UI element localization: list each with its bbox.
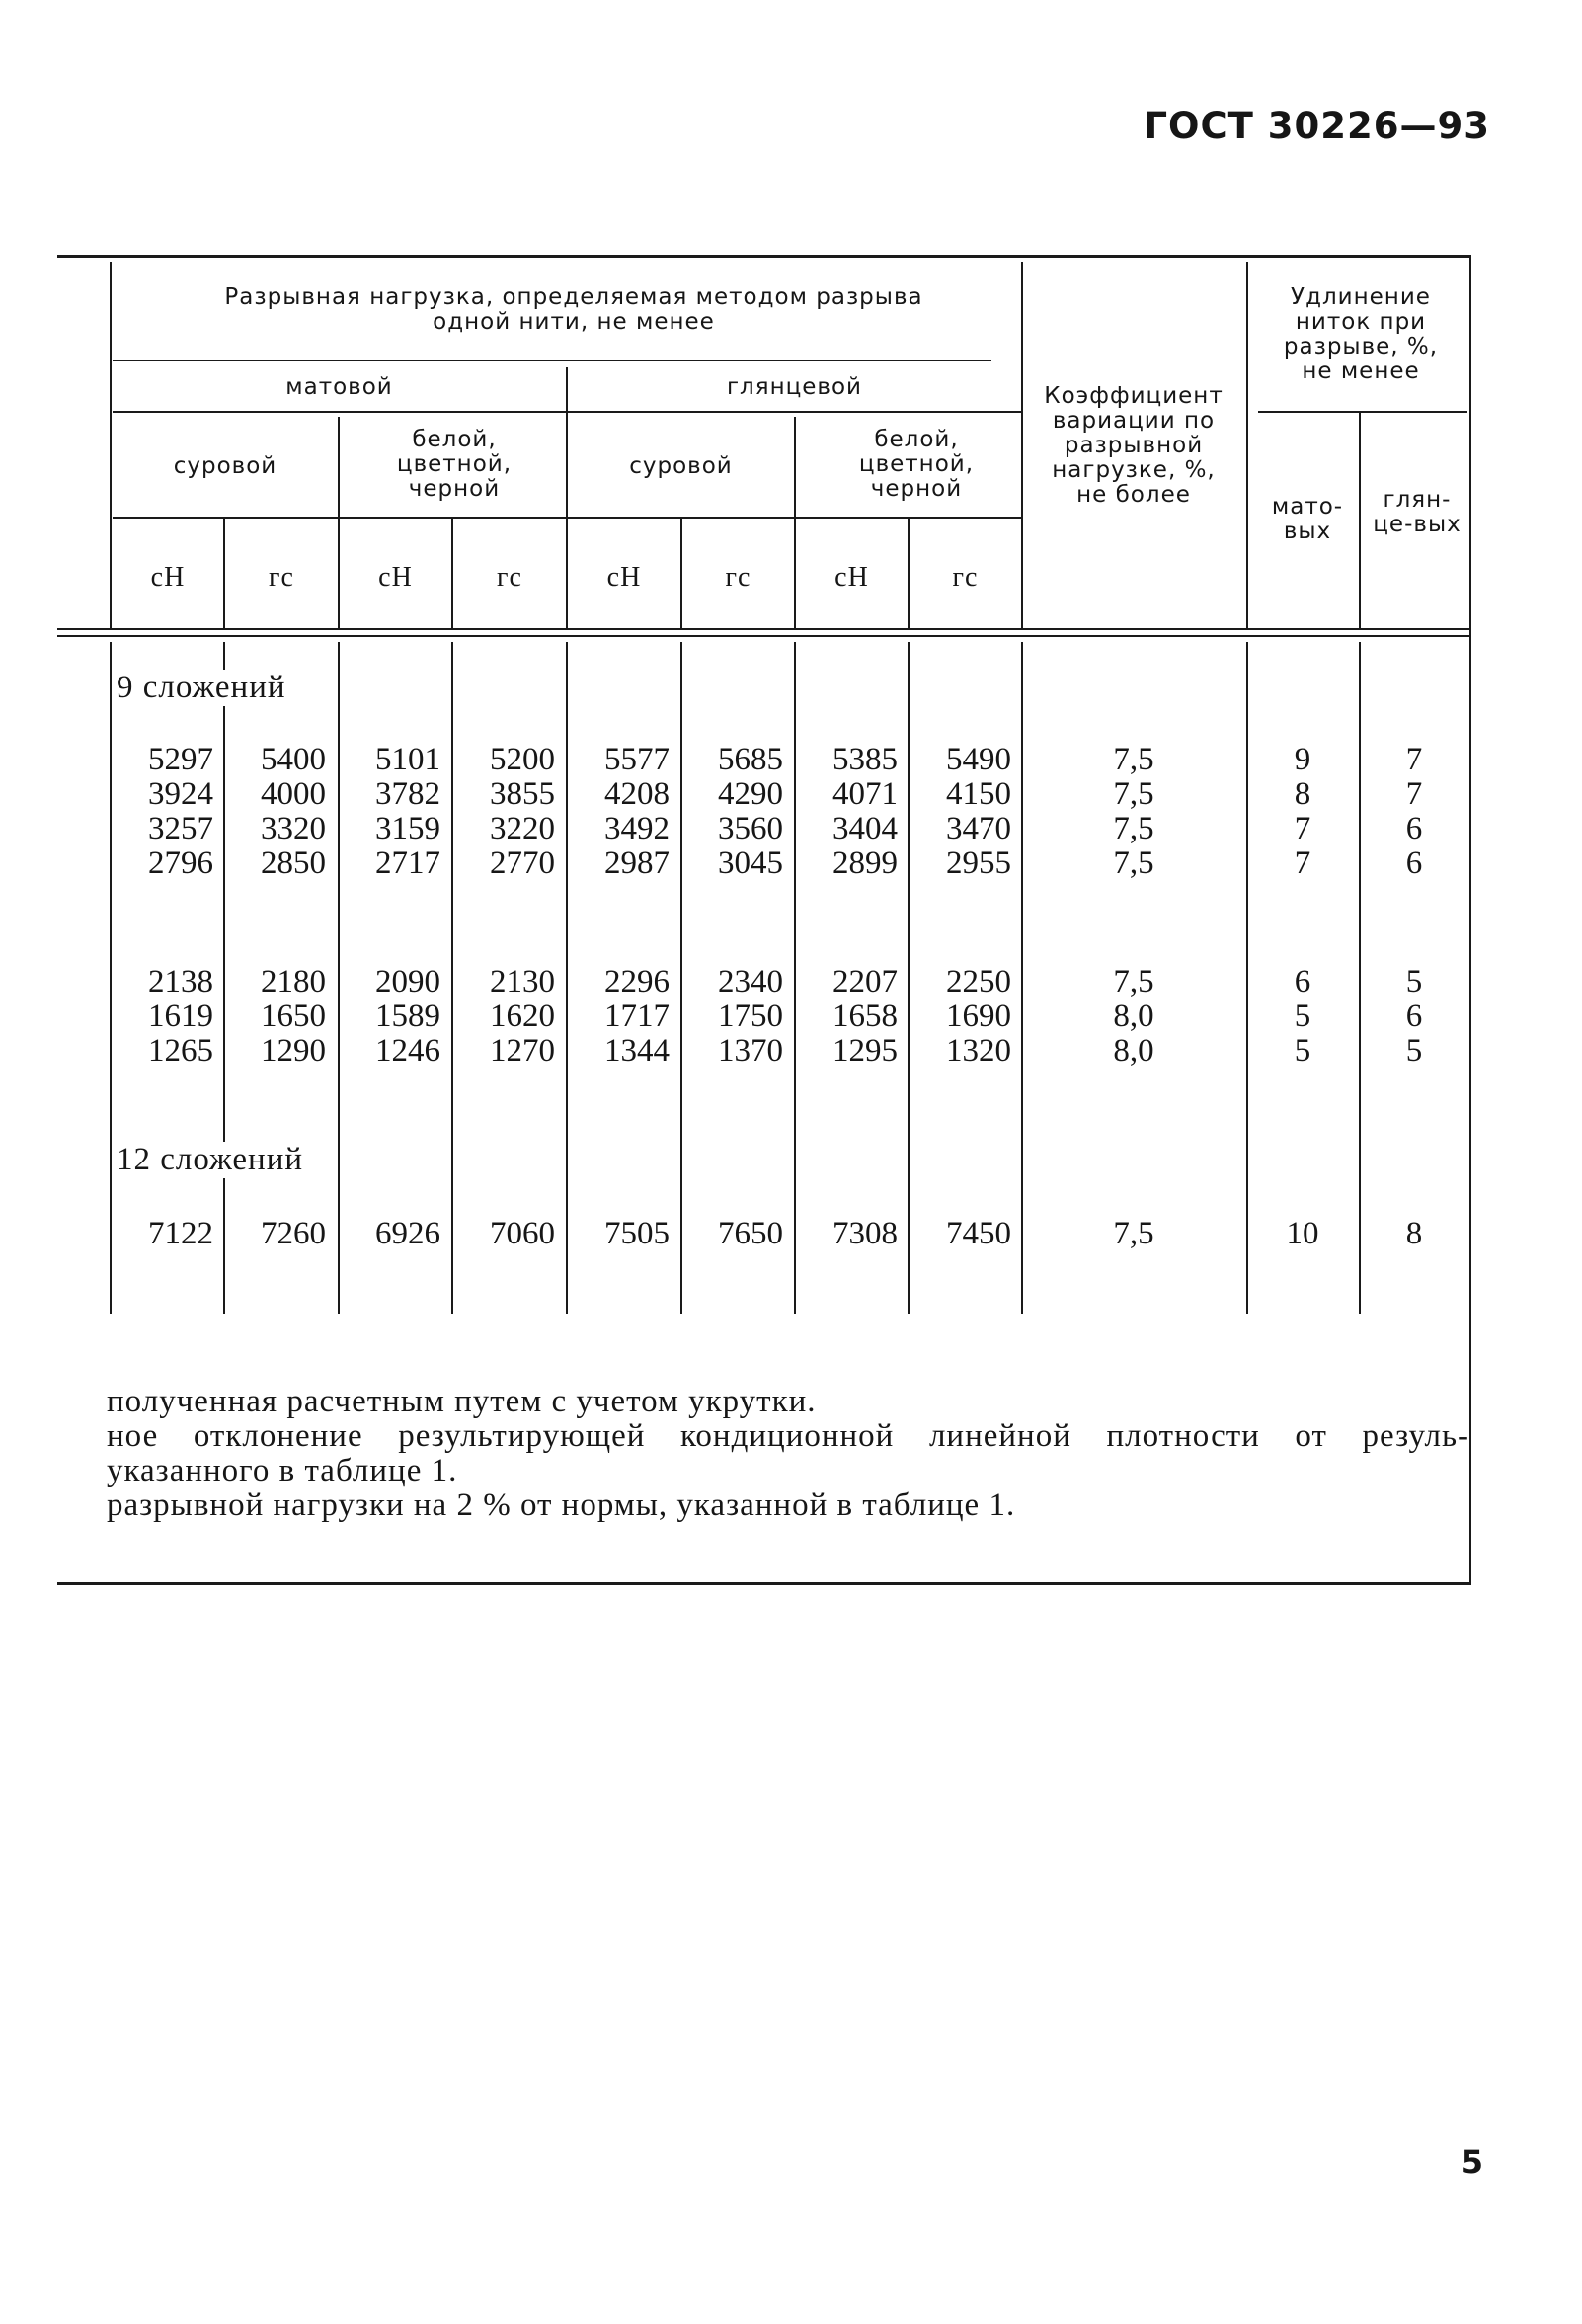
load-value-cell: 7122 xyxy=(148,1216,213,1251)
coef-value-cell: 8,0 xyxy=(1113,1033,1154,1069)
elong-value-cell: 6 xyxy=(1405,845,1423,881)
elong-value-cell: 5 xyxy=(1405,1033,1423,1069)
table-header-double-rule xyxy=(57,628,1471,630)
header-unit-gs-3: гс xyxy=(725,562,751,593)
load-value-cell: 2850 xyxy=(261,845,326,881)
load-value-cell: 3257 xyxy=(148,811,213,846)
load-value-cell: 3045 xyxy=(718,845,783,881)
elong-value-cell: 9 xyxy=(1294,742,1311,777)
elong-value-cell: 6 xyxy=(1405,811,1423,846)
load-value-cell: 1290 xyxy=(261,1033,326,1069)
load-value-cell: 3220 xyxy=(490,811,555,846)
header-unit-cn-1: сН xyxy=(150,562,186,593)
elong-value-cell: 8 xyxy=(1294,776,1311,812)
header-unit-cn-4: сН xyxy=(834,562,869,593)
group-label-9: 9 сложений xyxy=(117,670,292,706)
load-value-cell: 1344 xyxy=(604,1033,670,1069)
load-value-cell: 2340 xyxy=(718,964,783,1000)
load-value-cell: 3320 xyxy=(261,811,326,846)
coef-value-cell: 7,5 xyxy=(1113,776,1154,812)
load-value-cell: 5101 xyxy=(375,742,440,777)
header-glossy-white: белой, цветной, черной xyxy=(858,427,975,502)
load-value-cell: 2899 xyxy=(832,845,898,881)
load-value-cell: 1370 xyxy=(718,1033,783,1069)
coef-value-cell: 7,5 xyxy=(1113,964,1154,1000)
elong-value-cell: 7 xyxy=(1294,811,1311,846)
table-notes xyxy=(107,1385,1469,1523)
note-line-2: ное отклонение результирующей кондиционной линейной плотности от резуль- xyxy=(107,1418,1469,1454)
header-unit-gs-1: гс xyxy=(269,562,294,593)
load-value-cell: 7650 xyxy=(718,1216,783,1251)
elong-value-cell: 7 xyxy=(1405,776,1423,812)
load-value-cell: 5385 xyxy=(832,742,898,777)
header-glossy: глянцевой xyxy=(726,374,863,400)
header-divider-coef xyxy=(1021,262,1023,628)
elong-value-cell: 5 xyxy=(1294,1033,1311,1069)
load-value-cell: 7260 xyxy=(261,1216,326,1251)
load-value-cell: 1246 xyxy=(375,1033,440,1069)
elong-value-cell: 8 xyxy=(1405,1216,1423,1251)
load-value-cell: 2250 xyxy=(946,964,1011,1000)
elong-value-cell: 7 xyxy=(1294,845,1311,881)
load-value-cell: 2987 xyxy=(604,845,670,881)
table-right-border xyxy=(1469,255,1471,1585)
load-value-cell: 5297 xyxy=(148,742,213,777)
load-value-cell: 2090 xyxy=(375,964,440,1000)
load-value-cell: 2207 xyxy=(832,964,898,1000)
load-value-cell: 3782 xyxy=(375,776,440,812)
coef-value-cell: 7,5 xyxy=(1113,811,1154,846)
load-value-cell: 1658 xyxy=(832,999,898,1034)
load-value-cell: 2138 xyxy=(148,964,213,1000)
elong-value-cell: 5 xyxy=(1405,964,1423,1000)
load-value-cell: 1265 xyxy=(148,1033,213,1069)
load-value-cell: 3159 xyxy=(375,811,440,846)
load-value-cell: 4071 xyxy=(832,776,898,812)
table-bottom-rule xyxy=(57,1582,1471,1585)
header-breaking-load: Разрывная нагрузка, определяемая методом разрыва одной нити, не менее xyxy=(224,284,923,335)
header-divider-matte-sub xyxy=(338,417,340,628)
load-value-cell: 4208 xyxy=(604,776,670,812)
load-value-cell: 6926 xyxy=(375,1216,440,1251)
load-value-cell: 3855 xyxy=(490,776,555,812)
load-value-cell: 7450 xyxy=(946,1216,1011,1251)
load-value-cell: 1750 xyxy=(718,999,783,1034)
header-line-elong xyxy=(1258,411,1467,413)
table-header-double-rule-2 xyxy=(57,635,1471,637)
header-matte-raw: суровой xyxy=(173,453,277,479)
load-value-cell: 3404 xyxy=(832,811,898,846)
load-value-cell: 2296 xyxy=(604,964,670,1000)
header-left-border xyxy=(110,262,112,628)
coef-value-cell: 7,5 xyxy=(1113,845,1154,881)
header-unit-gs-4: гс xyxy=(952,562,979,593)
load-value-cell: 7308 xyxy=(832,1216,898,1251)
elong-value-cell: 5 xyxy=(1294,999,1311,1034)
load-value-cell: 5577 xyxy=(604,742,670,777)
load-value-cell: 1270 xyxy=(490,1033,555,1069)
elong-value-cell: 6 xyxy=(1405,999,1423,1034)
table-top-rule xyxy=(57,255,1471,258)
load-value-cell: 1620 xyxy=(490,999,555,1034)
elong-value-cell: 6 xyxy=(1294,964,1311,1000)
group-label-12: 12 сложений xyxy=(117,1142,309,1178)
load-value-cell: 2770 xyxy=(490,845,555,881)
load-value-cell: 1690 xyxy=(946,999,1011,1034)
note-line-3: указанного в таблице 1. xyxy=(107,1453,458,1488)
coef-value-cell: 7,5 xyxy=(1113,742,1154,777)
load-value-cell: 1650 xyxy=(261,999,326,1034)
header-matte: матовой xyxy=(285,374,393,400)
elong-value-cell: 7 xyxy=(1405,742,1423,777)
header-coefficient: Коэффициент вариации по разрывной нагрузке, %, не более xyxy=(1044,383,1224,508)
document-header: ГОСТ 30226—93 xyxy=(1144,105,1490,147)
page-number: 5 xyxy=(1461,2143,1483,2181)
load-value-cell: 4150 xyxy=(946,776,1011,812)
load-value-cell: 2130 xyxy=(490,964,555,1000)
header-unit-cn-3: сН xyxy=(606,562,642,593)
body-divider-coef xyxy=(1021,642,1023,1314)
load-value-cell: 1619 xyxy=(148,999,213,1034)
elong-value-cell: 10 xyxy=(1286,1216,1319,1251)
load-value-cell: 2796 xyxy=(148,845,213,881)
load-value-cell: 2180 xyxy=(261,964,326,1000)
load-value-cell: 5400 xyxy=(261,742,326,777)
load-value-cell: 3470 xyxy=(946,811,1011,846)
header-line-1 xyxy=(113,360,991,361)
load-value-cell: 5200 xyxy=(490,742,555,777)
load-value-cell: 1717 xyxy=(604,999,670,1034)
load-value-cell: 1589 xyxy=(375,999,440,1034)
header-elongation: Удлинение ниток при разрыве, %, не менее xyxy=(1283,284,1439,384)
load-value-cell: 3560 xyxy=(718,811,783,846)
load-value-cell: 3492 xyxy=(604,811,670,846)
header-elongation-matte: мато-вых xyxy=(1271,494,1344,544)
load-value-cell: 2717 xyxy=(375,845,440,881)
note-line-1: полученная расчетным путем с учетом укрутки. xyxy=(107,1384,817,1419)
coef-value-cell: 7,5 xyxy=(1113,1216,1154,1251)
note-line-4: разрывной нагрузки на 2 % от нормы, указанной в таблице 1. xyxy=(107,1487,1016,1523)
header-unit-gs-2: гс xyxy=(497,562,522,593)
load-value-cell: 4000 xyxy=(261,776,326,812)
header-glossy-raw: суровой xyxy=(629,453,733,479)
header-line-2 xyxy=(113,411,1021,413)
header-unit-cn-2: сН xyxy=(378,562,413,593)
header-divider-elong xyxy=(1246,262,1248,628)
load-value-cell: 7060 xyxy=(490,1216,555,1251)
load-value-cell: 4290 xyxy=(718,776,783,812)
load-value-cell: 5490 xyxy=(946,742,1011,777)
header-matte-white: белой, цветной, черной xyxy=(396,427,513,502)
load-value-cell: 1320 xyxy=(946,1033,1011,1069)
header-line-3 xyxy=(113,517,1021,519)
load-value-cell: 5685 xyxy=(718,742,783,777)
load-value-cell: 7505 xyxy=(604,1216,670,1251)
load-value-cell: 2955 xyxy=(946,845,1011,881)
load-value-cell: 1295 xyxy=(832,1033,898,1069)
coef-value-cell: 8,0 xyxy=(1113,999,1154,1034)
header-elongation-glossy: глян-це-вых xyxy=(1373,487,1462,537)
header-divider-elong-sub xyxy=(1359,413,1361,628)
header-divider-glossy-sub xyxy=(794,417,796,628)
load-value-cell: 3924 xyxy=(148,776,213,812)
